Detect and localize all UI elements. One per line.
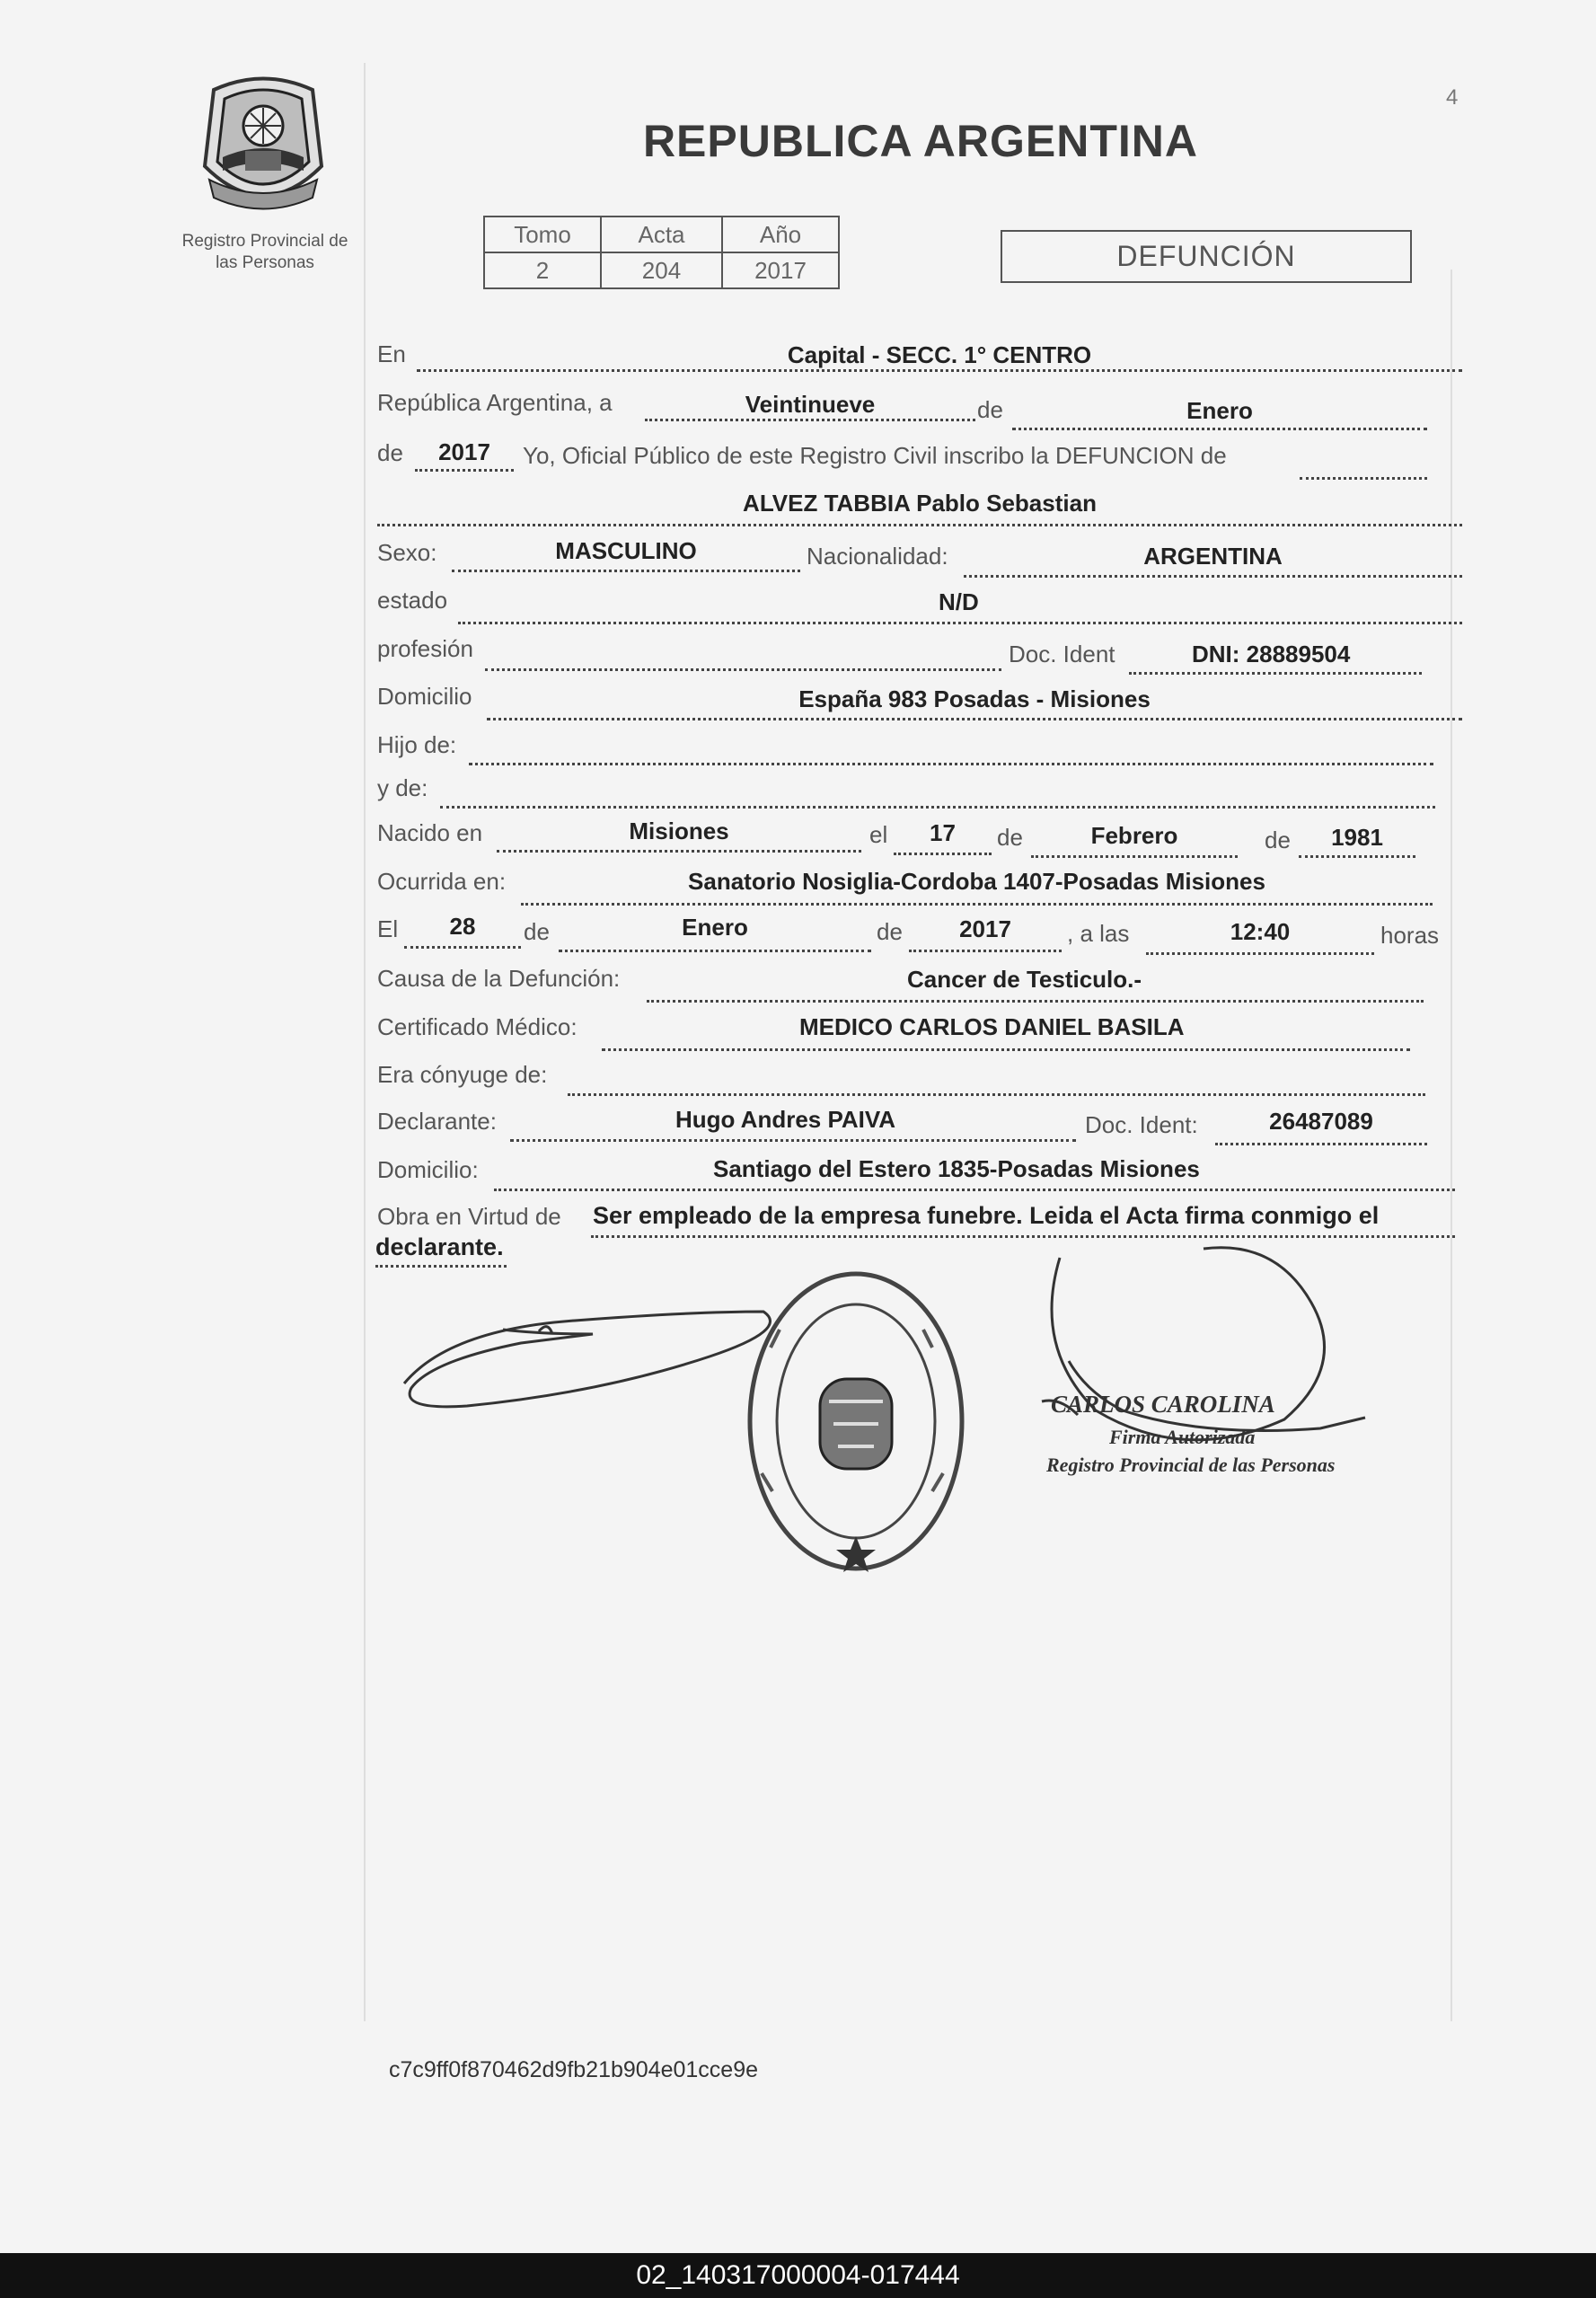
official-signature-name: CARLOS CAROLINA xyxy=(1051,1391,1275,1418)
nacido-label: Nacido en xyxy=(377,819,483,846)
ocurrida-en-value: Sanatorio Nosiglia-Cordoba 1407-Posadas Misiones xyxy=(688,868,1265,895)
provincia-seal-logo xyxy=(196,72,331,216)
birth-day-line xyxy=(894,853,992,855)
declarante-label: Declarante: xyxy=(377,1108,497,1135)
death-year-value: 2017 xyxy=(959,915,1011,942)
deceased-name: ALVEZ TABBIA Pablo Sebastian xyxy=(743,490,1097,517)
domicilio-label-2: Domicilio: xyxy=(377,1156,479,1183)
nacido-line xyxy=(497,850,861,853)
year-line xyxy=(415,469,514,472)
estado-line xyxy=(458,622,1462,624)
causa-line xyxy=(647,1000,1424,1003)
record-type-box: DEFUNCIÓN xyxy=(1001,230,1412,283)
ocurrida-line xyxy=(521,903,1433,906)
el-label-2: El xyxy=(377,915,399,942)
causa-label: Causa de la Defunción: xyxy=(377,965,621,992)
de-label: de xyxy=(977,396,1003,423)
conyuge-label: Era cónyuge de: xyxy=(377,1061,548,1088)
estado-value: N/D xyxy=(939,588,979,615)
death-day-line xyxy=(404,946,521,949)
certificado-line xyxy=(602,1048,1410,1051)
official-signature-office: Registro Provincial de las Personas xyxy=(1046,1454,1336,1476)
registry-line-1: Registro Provincial de xyxy=(181,232,348,251)
sexo-label: Sexo: xyxy=(377,539,437,566)
obra-value-2: declarante. xyxy=(375,1233,504,1260)
nacionalidad-label: Nacionalidad: xyxy=(807,543,948,570)
de-label-5: de xyxy=(877,918,903,945)
death-month-value: Enero xyxy=(682,914,748,941)
death-time-line xyxy=(1146,952,1374,955)
nacionalidad-line xyxy=(964,575,1462,578)
registry-name xyxy=(162,231,368,274)
day-line xyxy=(645,419,975,421)
official-stamp xyxy=(744,1267,968,1577)
a-las-label: , a las xyxy=(1067,920,1130,947)
en-value: Capital - SECC. 1° CENTRO xyxy=(787,341,1092,368)
month-line xyxy=(1012,428,1427,430)
en-label: En xyxy=(377,340,406,367)
record-table xyxy=(483,216,840,289)
y-de-line xyxy=(440,806,1435,809)
declarante-domicilio-line xyxy=(494,1189,1455,1191)
birth-month-value: Febrero xyxy=(1090,822,1178,849)
doc-ident-value: DNI: 28889504 xyxy=(1192,641,1351,667)
domicilio-line xyxy=(487,718,1462,720)
profesion-line xyxy=(485,668,1001,671)
nacionalidad-value: ARGENTINA xyxy=(1143,543,1283,570)
death-time-value: 12:40 xyxy=(1230,918,1291,945)
acta-value: 204 xyxy=(601,252,722,288)
obra-value: Ser empleado de la empresa funebre. Leida el Acta firma conmigo el xyxy=(593,1202,1380,1229)
left-margin-line xyxy=(364,63,366,2021)
document-title: REPUBLICA ARGENTINA xyxy=(642,116,1199,166)
domicilio-value: España 983 Posadas - Misiones xyxy=(798,685,1151,712)
tomo-header: Tomo xyxy=(484,217,601,252)
document-hash: c7c9ff0f870462d9fb21b904e01cce9e xyxy=(389,2057,759,2082)
birth-month-line xyxy=(1031,855,1238,858)
birth-year-value: 1981 xyxy=(1331,824,1383,851)
declarante-domicilio-value: Santiago del Estero 1835-Posadas Misiones xyxy=(713,1155,1200,1182)
declarante-value: Hugo Andres PAIVA xyxy=(675,1106,896,1133)
nacido-en-value: Misiones xyxy=(629,818,729,844)
birth-year-line xyxy=(1299,855,1415,858)
certificado-value: MEDICO CARLOS DANIEL BASILA xyxy=(799,1013,1185,1040)
estado-label: estado xyxy=(377,587,448,614)
domicilio-label: Domicilio xyxy=(377,683,472,710)
doc-ident-line xyxy=(1129,672,1422,675)
el-label: el xyxy=(869,821,888,848)
sexo-value: MASCULINO xyxy=(555,537,697,564)
de-year-label: de xyxy=(377,439,403,466)
declarante-line xyxy=(510,1139,1076,1142)
oficial-line xyxy=(1300,477,1427,480)
record-table-header xyxy=(484,217,839,252)
ano-value: 2017 xyxy=(722,252,839,288)
de-label-2: de xyxy=(997,824,1023,851)
day-word-value: Veintinueve xyxy=(745,391,876,418)
causa-value: Cancer de Testiculo.- xyxy=(907,966,1142,993)
name-line xyxy=(377,524,1462,526)
republica-label: República Argentina, a xyxy=(377,389,613,416)
death-year-line xyxy=(909,950,1062,952)
oficial-text: Yo, Oficial Público de este Registro Civil inscribo la DEFUNCION de xyxy=(523,442,1227,469)
tomo-value: 2 xyxy=(484,252,601,288)
doc-ident-label: Doc. Ident xyxy=(1009,641,1115,667)
page-number: 4 xyxy=(1446,85,1459,110)
y-de-label: y de: xyxy=(377,774,428,801)
month-value: Enero xyxy=(1186,397,1253,424)
right-margin-line xyxy=(1451,270,1452,2021)
ocurrida-label: Ocurrida en: xyxy=(377,868,507,895)
de-label-4: de xyxy=(524,918,550,945)
conyuge-line xyxy=(568,1093,1425,1096)
registry-line-2: las Personas xyxy=(216,253,314,272)
scan-id-footer: 02_140317000004-017444 xyxy=(0,2253,1596,2298)
obra-line-2 xyxy=(375,1265,507,1268)
official-signature-role: Firma Autorizada xyxy=(1109,1426,1256,1448)
hijo-label: Hijo de: xyxy=(377,731,457,758)
hijo-line xyxy=(469,763,1433,765)
en-line xyxy=(417,369,1462,372)
record-table-values xyxy=(484,252,839,288)
sexo-line xyxy=(452,570,800,572)
acta-header: Acta xyxy=(601,217,722,252)
death-day-value: 28 xyxy=(449,913,476,940)
declarant-signature xyxy=(395,1294,781,1419)
de-label-3: de xyxy=(1265,826,1291,853)
doc-ident-label-2: Doc. Ident: xyxy=(1085,1111,1198,1138)
certificado-label: Certificado Médico: xyxy=(377,1013,578,1040)
ano-header: Año xyxy=(722,217,839,252)
horas-label: horas xyxy=(1380,922,1440,949)
profesion-label: profesión xyxy=(377,635,473,662)
declarante-doc-value: 26487089 xyxy=(1269,1108,1373,1135)
obra-label: Obra en Virtud de xyxy=(377,1203,561,1230)
year-value: 2017 xyxy=(438,438,490,465)
birth-day-value: 17 xyxy=(930,819,956,846)
declarante-doc-line xyxy=(1215,1143,1427,1145)
death-month-line xyxy=(559,950,871,952)
